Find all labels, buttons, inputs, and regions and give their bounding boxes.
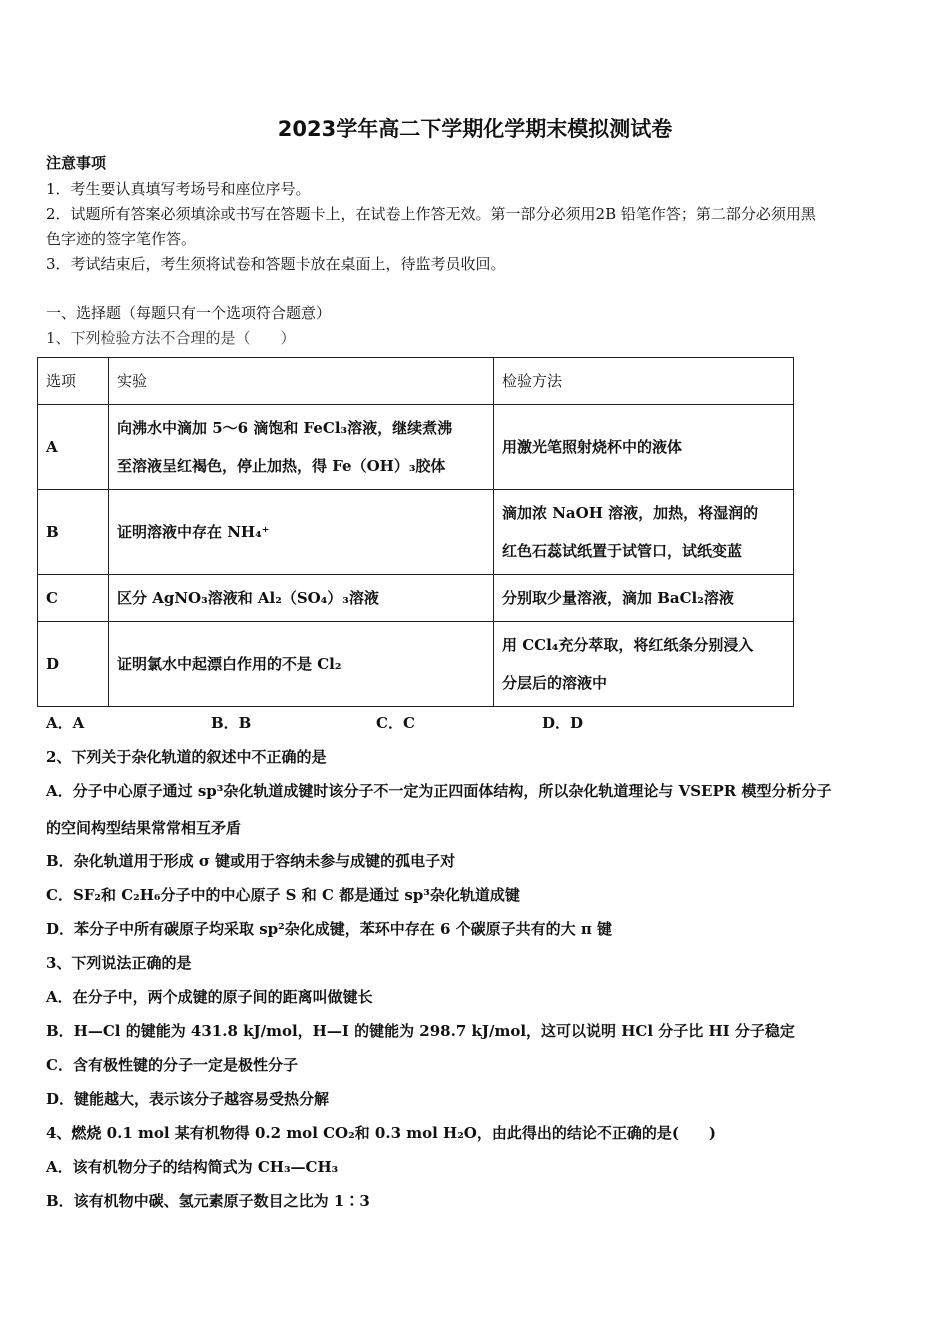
method-line: 红色石蕊试纸置于试管口，试纸变蓝 bbox=[502, 542, 743, 560]
row-option: C bbox=[38, 575, 109, 622]
q1-table bbox=[37, 357, 794, 707]
row-option: A bbox=[38, 405, 109, 490]
experiment-line: 至溶液呈红褐色，停止加热，得 Fe（OH）₃胶体 bbox=[117, 457, 446, 475]
q3-option-d: D．键能越大，表示该分子越容易受热分解 bbox=[46, 1090, 330, 1108]
q4-option-a: A．该有机物分子的结构简式为 CH₃—CH₃ bbox=[46, 1158, 339, 1176]
note-item-1: 1．考生要认真填写考场号和座位序号。 bbox=[46, 180, 311, 198]
q1-choice-a: A．A bbox=[46, 714, 85, 732]
method-line: 用激光笔照射烧杯中的液体 bbox=[502, 438, 683, 456]
q1-choice-d: D．D bbox=[542, 714, 584, 732]
q3-option-c: C．含有极性键的分子一定是极性分子 bbox=[46, 1056, 298, 1074]
experiment-line: 区分 AgNO₃溶液和 Al₂（SO₄）₃溶液 bbox=[117, 589, 379, 607]
q3-stem: 3、下列说法正确的是 bbox=[46, 954, 192, 972]
row-method bbox=[494, 575, 794, 622]
experiment-line: 证明氯水中起漂白作用的不是 Cl₂ bbox=[117, 655, 342, 673]
table-row bbox=[38, 490, 794, 575]
row-method bbox=[494, 490, 794, 575]
q2-stem: 2、下列关于杂化轨道的叙述中不正确的是 bbox=[46, 748, 327, 766]
method-line: 用 CCl₄充分萃取，将红纸条分别浸入 bbox=[502, 636, 754, 654]
experiment-line: 证明溶液中存在 NH₄⁺ bbox=[117, 523, 270, 541]
q2-option-a-cont: 的空间构型结果常常相互矛盾 bbox=[46, 819, 242, 837]
q2-option-c: C．SF₂和 C₂H₆分子中的中心原子 S 和 C 都是通过 sp³杂化轨道成键 bbox=[46, 886, 520, 904]
q4-option-b: B．该有机物中碳、氢元素原子数目之比为 1∶3 bbox=[46, 1192, 370, 1210]
table-row bbox=[38, 575, 794, 622]
q3-option-a: A．在分子中，两个成键的原子间的距离叫做键长 bbox=[46, 988, 373, 1006]
method-line: 分层后的溶液中 bbox=[502, 674, 608, 692]
q3-option-b: B．H—Cl 的键能为 431.8 kJ/mol，H—I 的键能为 298.7 kJ/mol，这可以说明 HCl 分子比 HI 分子稳定 bbox=[46, 1022, 795, 1040]
experiment-line: 向沸水中滴加 5～6 滴饱和 FeCl₃溶液，继续煮沸 bbox=[117, 419, 453, 437]
note-item-2-cont: 色字迹的签字笔作答。 bbox=[46, 230, 197, 248]
q1-choice-c: C．C bbox=[376, 714, 415, 732]
header-method: 检验方法 bbox=[494, 358, 794, 405]
section-heading: 一、选择题（每题只有一个选项符合题意） bbox=[46, 304, 332, 322]
row-experiment bbox=[109, 622, 494, 707]
table-row bbox=[38, 622, 794, 707]
q4-stem: 4、燃烧 0.1 mol 某有机物得 0.2 mol CO₂和 0.3 mol H₂O，由此得出的结论不正确的是( ) bbox=[46, 1124, 717, 1142]
row-option: D bbox=[38, 622, 109, 707]
q1-stem: 1、下列检验方法不合理的是（ ） bbox=[46, 329, 296, 347]
row-experiment bbox=[109, 490, 494, 575]
table-header-row bbox=[38, 358, 794, 405]
method-line: 分别取少量溶液，滴加 BaCl₂溶液 bbox=[502, 589, 734, 607]
row-experiment bbox=[109, 575, 494, 622]
notes-heading: 注意事项 bbox=[46, 154, 107, 172]
page-title: 2023学年高二下学期化学期末模拟测试卷 bbox=[277, 117, 673, 141]
q2-option-a: A．分子中心原子通过 sp³杂化轨道成键时该分子不一定为正四面体结构，所以杂化轨道理论与 VSEPR 模型分析分子 bbox=[46, 782, 832, 800]
method-line: 滴加浓 NaOH 溶液，加热，将湿润的 bbox=[502, 504, 759, 522]
row-method bbox=[494, 405, 794, 490]
row-method bbox=[494, 622, 794, 707]
table-row bbox=[38, 405, 794, 490]
row-experiment bbox=[109, 405, 494, 490]
row-option: B bbox=[38, 490, 109, 575]
q2-option-d: D．苯分子中所有碳原子均采取 sp²杂化成键，苯环中存在 6 个碳原子共有的大 π 键 bbox=[46, 920, 613, 938]
note-item-2: 2．试题所有答案必须填涂或书写在答题卡上，在试卷上作答无效。第一部分必须用2B 铅笔作答；第二部分必须用黑 bbox=[46, 205, 816, 223]
note-item-3: 3．考试结束后，考生须将试卷和答题卡放在桌面上，待监考员收回。 bbox=[46, 255, 506, 273]
q1-choice-b: B．B bbox=[211, 714, 252, 732]
header-experiment: 实验 bbox=[109, 358, 494, 405]
q2-option-b: B．杂化轨道用于形成 σ 键或用于容纳未参与成键的孤电子对 bbox=[46, 852, 456, 870]
header-option: 选项 bbox=[38, 358, 109, 405]
